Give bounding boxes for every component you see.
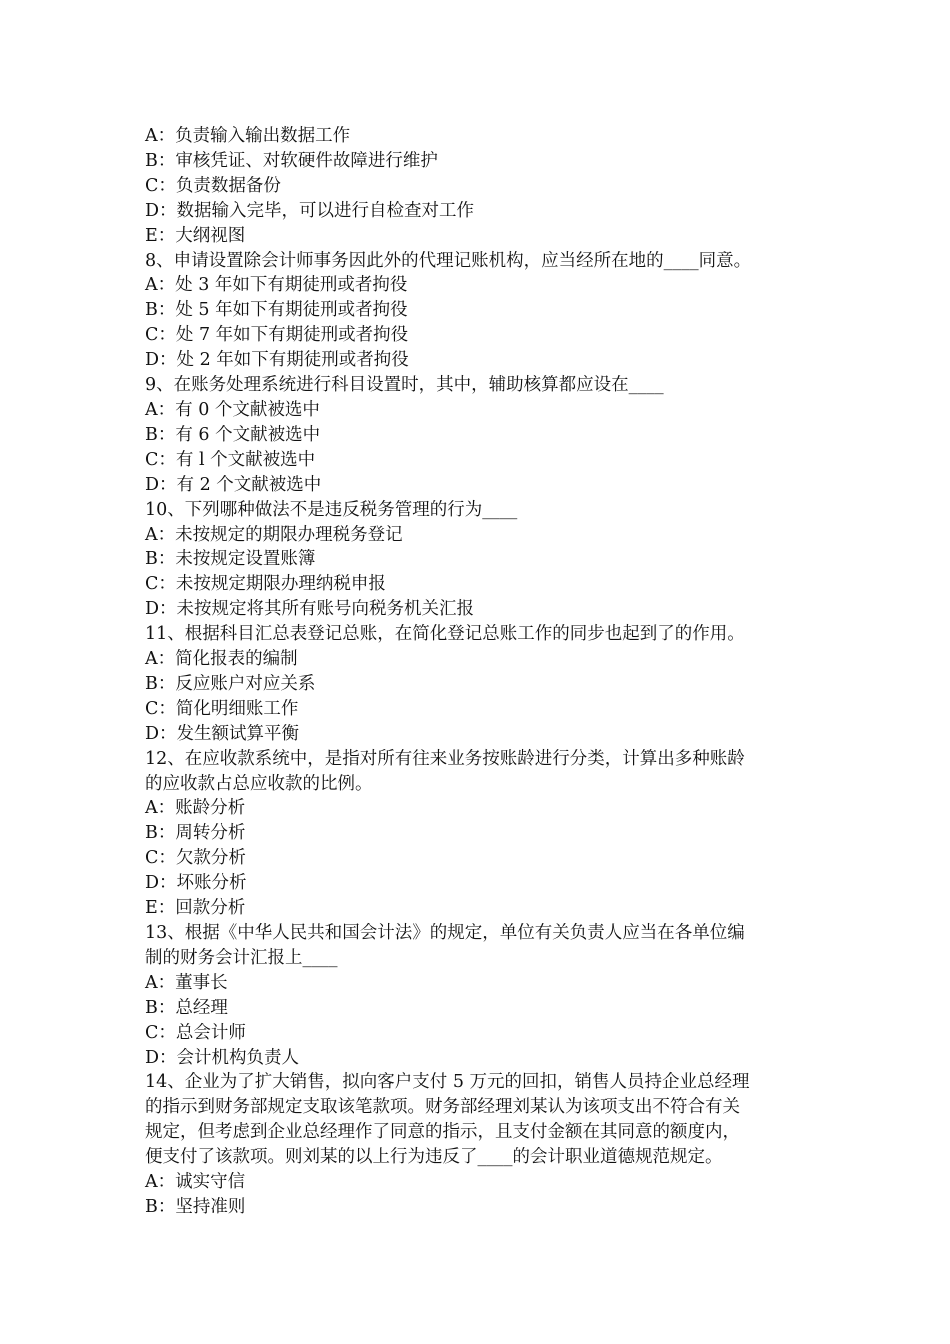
- text-line: 14、企业为了扩大销售，拟向客户支付 5 万元的回扣，销售人员持企业总经理: [145, 1072, 750, 1093]
- text-line: D：数据输入完毕，可以进行自检查对工作: [145, 200, 475, 221]
- text-line: 12、在应收款系统中，是指对所有往来业务按账龄进行分类，计算出多种账龄: [145, 748, 745, 769]
- text-line: D：发生额试算平衡: [145, 723, 300, 744]
- text-line: D：未按规定将其所有账号向税务机关汇报: [145, 599, 475, 620]
- text-line: C：总会计师: [145, 1022, 246, 1043]
- text-line: D：有 2 个文献被选中: [145, 474, 322, 495]
- text-line: A：处 3 年如下有期徒刑或者拘役: [145, 275, 408, 296]
- text-line: A：负责输入输出数据工作: [145, 126, 351, 146]
- text-line: A：未按规定的期限办理税务登记: [145, 524, 403, 545]
- text-line: 11、根据科目汇总表登记总账，在简化登记总账工作的同步也起到了的作用。: [145, 624, 745, 645]
- text-line: 9、在账务处理系统进行科目设置时，其中，辅助核算都应设在____: [145, 375, 664, 396]
- text-line: 的指示到财务部规定支取该笔款项。财务部经理刘某认为该项支出不符合有关: [145, 1097, 740, 1118]
- text-line: 8、申请设置除会计师事务因此外的代理记账机构，应当经所在地的____同意。: [145, 250, 752, 271]
- text-line: A：账龄分析: [145, 798, 246, 819]
- text-line: 便支付了该款项。则刘某的以上行为违反了____的会计职业道德规范规定。: [145, 1147, 723, 1168]
- text-line: C：未按规定期限办理纳税申报: [145, 574, 386, 595]
- text-line: A：简化报表的编制: [145, 649, 298, 670]
- text-line: A：有 0 个文献被选中: [145, 399, 320, 420]
- text-line: 制的财务会计汇报上____: [145, 947, 338, 968]
- text-line: E：回款分析: [145, 898, 246, 919]
- text-line: C：处 7 年如下有期徒刑或者拘役: [145, 325, 409, 346]
- text-line: A：诚实守信: [145, 1172, 246, 1193]
- text-line: C：有 l 个文献被选中: [145, 449, 316, 470]
- text-line: B：处 5 年如下有期徒刑或者拘役: [145, 300, 408, 321]
- text-line: B：未按规定设置账簿: [145, 549, 316, 570]
- text-line: A：董事长: [145, 972, 228, 993]
- text-line: D：坏账分析: [145, 873, 247, 894]
- text-line: 的应收款占总应收款的比例。: [145, 773, 373, 794]
- text-line: C：简化明细账工作: [145, 698, 299, 719]
- text-line: C：负责数据备份: [145, 175, 281, 196]
- text-line: 13、根据《中华人民共和国会计法》的规定，单位有关负责人应当在各单位编: [145, 923, 745, 943]
- text-line: B：审核凭证、对软硬件故障进行维护: [145, 150, 438, 171]
- text-line: 10、下列哪种做法不是违反税务管理的行为____: [145, 499, 518, 520]
- text-line: B：总经理: [145, 997, 228, 1018]
- text-line: B：周转分析: [145, 823, 246, 844]
- text-line: D：处 2 年如下有期徒刑或者拘役: [145, 350, 409, 371]
- text-line: C：欠款分析: [145, 848, 246, 869]
- text-line: E：大纲视图: [145, 225, 246, 246]
- text-line: B：有 6 个文献被选中: [145, 424, 321, 445]
- text-line: B：反应账户对应关系: [145, 673, 316, 694]
- text-line: B：坚持准则: [145, 1196, 246, 1217]
- text-line: D：会计机构负责人: [145, 1047, 300, 1068]
- text-line: 规定，但考虑到企业总经理作了同意的指示，且支付金额在其同意的额度内，: [145, 1122, 740, 1143]
- question-text-block: [145, 124, 810, 1220]
